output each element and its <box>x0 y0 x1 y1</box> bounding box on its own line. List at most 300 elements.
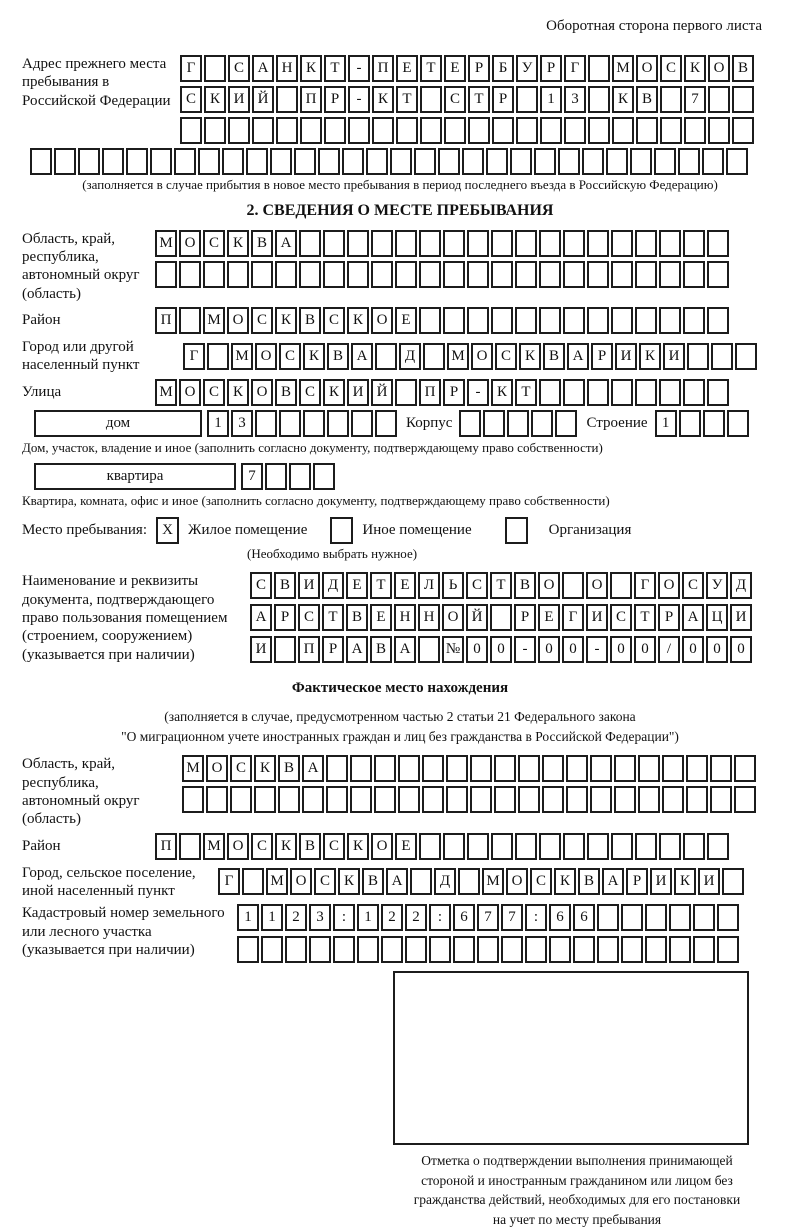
char-box[interactable] <box>468 117 490 144</box>
char-box[interactable] <box>558 148 580 175</box>
char-box[interactable] <box>734 755 756 782</box>
char-box[interactable] <box>707 307 729 334</box>
char-box[interactable] <box>204 117 226 144</box>
char-box[interactable] <box>659 307 681 334</box>
char-box[interactable] <box>597 904 619 931</box>
char-box[interactable]: К <box>684 55 706 82</box>
char-box[interactable]: Е <box>538 604 560 631</box>
char-box[interactable] <box>423 343 445 370</box>
char-box[interactable]: О <box>251 379 273 406</box>
char-box[interactable] <box>588 117 610 144</box>
char-box[interactable] <box>563 230 585 257</box>
char-box[interactable] <box>289 463 311 490</box>
char-box[interactable]: С <box>466 572 488 599</box>
char-box[interactable] <box>467 833 489 860</box>
char-box[interactable] <box>566 786 588 813</box>
char-box[interactable] <box>710 755 732 782</box>
char-box[interactable]: А <box>567 343 589 370</box>
char-box[interactable] <box>174 148 196 175</box>
char-box[interactable]: 1 <box>207 410 229 437</box>
char-box[interactable]: В <box>299 307 321 334</box>
char-box[interactable] <box>318 148 340 175</box>
char-box[interactable] <box>727 410 749 437</box>
char-box[interactable]: 0 <box>538 636 560 663</box>
char-box[interactable]: 1 <box>357 904 379 931</box>
stay-type-checkbox-inoe[interactable] <box>330 517 353 544</box>
char-box[interactable]: Р <box>514 604 536 631</box>
char-box[interactable] <box>510 148 532 175</box>
char-box[interactable]: С <box>314 868 336 895</box>
char-box[interactable]: О <box>506 868 528 895</box>
char-box[interactable]: О <box>206 755 228 782</box>
char-box[interactable] <box>357 936 379 963</box>
char-box[interactable]: В <box>274 572 296 599</box>
char-box[interactable]: Ь <box>442 572 464 599</box>
char-box[interactable] <box>446 755 468 782</box>
char-box[interactable] <box>722 868 744 895</box>
char-box[interactable] <box>366 148 388 175</box>
char-box[interactable]: Т <box>634 604 656 631</box>
char-box[interactable]: - <box>514 636 536 663</box>
char-box[interactable]: С <box>203 230 225 257</box>
char-box[interactable] <box>679 410 701 437</box>
char-box[interactable]: А <box>346 636 368 663</box>
char-box[interactable] <box>587 307 609 334</box>
char-box[interactable]: : <box>429 904 451 931</box>
char-box[interactable]: 1 <box>655 410 677 437</box>
char-box[interactable] <box>342 148 364 175</box>
char-box[interactable] <box>539 379 561 406</box>
char-box[interactable] <box>443 307 465 334</box>
char-box[interactable]: И <box>347 379 369 406</box>
char-box[interactable] <box>395 230 417 257</box>
char-box[interactable] <box>303 410 325 437</box>
char-box[interactable] <box>612 117 634 144</box>
char-box[interactable]: М <box>447 343 469 370</box>
char-box[interactable] <box>542 786 564 813</box>
char-box[interactable]: В <box>362 868 384 895</box>
char-box[interactable]: О <box>636 55 658 82</box>
char-box[interactable] <box>313 463 335 490</box>
char-box[interactable] <box>351 410 373 437</box>
char-box[interactable] <box>542 755 564 782</box>
char-box[interactable]: Г <box>183 343 205 370</box>
char-box[interactable]: В <box>514 572 536 599</box>
char-box[interactable]: О <box>227 833 249 860</box>
char-box[interactable] <box>483 410 505 437</box>
char-box[interactable]: О <box>442 604 464 631</box>
char-box[interactable]: С <box>279 343 301 370</box>
char-box[interactable]: К <box>554 868 576 895</box>
char-box[interactable] <box>179 833 201 860</box>
char-box[interactable] <box>326 755 348 782</box>
char-box[interactable] <box>333 936 355 963</box>
char-box[interactable] <box>326 786 348 813</box>
char-box[interactable] <box>398 755 420 782</box>
char-box[interactable] <box>438 148 460 175</box>
char-box[interactable] <box>347 261 369 288</box>
char-box[interactable]: Т <box>396 86 418 113</box>
char-box[interactable]: С <box>203 379 225 406</box>
char-box[interactable]: П <box>298 636 320 663</box>
char-box[interactable]: О <box>290 868 312 895</box>
char-box[interactable]: К <box>372 86 394 113</box>
char-box[interactable]: О <box>538 572 560 599</box>
char-box[interactable] <box>635 230 657 257</box>
char-box[interactable] <box>396 117 418 144</box>
char-box[interactable] <box>371 230 393 257</box>
char-box[interactable] <box>459 410 481 437</box>
char-box[interactable] <box>155 261 177 288</box>
char-box[interactable] <box>405 936 427 963</box>
char-box[interactable] <box>549 936 571 963</box>
char-box[interactable]: В <box>543 343 565 370</box>
char-box[interactable] <box>563 307 585 334</box>
char-box[interactable]: К <box>275 833 297 860</box>
char-box[interactable] <box>324 117 346 144</box>
char-box[interactable] <box>422 755 444 782</box>
char-box[interactable]: Г <box>180 55 202 82</box>
char-box[interactable]: Т <box>370 572 392 599</box>
char-box[interactable] <box>587 379 609 406</box>
char-box[interactable]: К <box>300 55 322 82</box>
char-box[interactable] <box>735 343 757 370</box>
char-box[interactable] <box>278 786 300 813</box>
char-box[interactable] <box>707 379 729 406</box>
char-box[interactable] <box>446 786 468 813</box>
char-box[interactable] <box>491 833 513 860</box>
char-box[interactable]: П <box>155 307 177 334</box>
char-box[interactable] <box>669 904 691 931</box>
char-box[interactable] <box>515 307 537 334</box>
char-box[interactable] <box>590 755 612 782</box>
char-box[interactable] <box>179 307 201 334</box>
char-box[interactable] <box>687 343 709 370</box>
char-box[interactable] <box>443 833 465 860</box>
char-box[interactable] <box>374 755 396 782</box>
char-box[interactable] <box>582 148 604 175</box>
char-box[interactable]: : <box>525 904 547 931</box>
char-box[interactable] <box>126 148 148 175</box>
char-box[interactable] <box>660 86 682 113</box>
char-box[interactable] <box>309 936 331 963</box>
char-box[interactable]: Е <box>395 833 417 860</box>
char-box[interactable]: О <box>179 230 201 257</box>
char-box[interactable]: С <box>298 604 320 631</box>
char-box[interactable]: С <box>299 379 321 406</box>
char-box[interactable]: Б <box>492 55 514 82</box>
char-box[interactable] <box>717 936 739 963</box>
char-box[interactable]: И <box>228 86 250 113</box>
char-box[interactable]: - <box>348 86 370 113</box>
char-box[interactable]: 6 <box>453 904 475 931</box>
char-box[interactable]: М <box>203 833 225 860</box>
char-box[interactable]: Е <box>370 604 392 631</box>
char-box[interactable] <box>564 117 586 144</box>
char-box[interactable] <box>462 148 484 175</box>
char-box[interactable] <box>516 86 538 113</box>
char-box[interactable] <box>540 117 562 144</box>
char-box[interactable]: К <box>227 379 249 406</box>
char-box[interactable] <box>717 904 739 931</box>
char-box[interactable] <box>372 117 394 144</box>
char-box[interactable] <box>30 148 52 175</box>
char-box[interactable] <box>222 148 244 175</box>
char-box[interactable]: Л <box>418 572 440 599</box>
char-box[interactable] <box>638 786 660 813</box>
char-box[interactable] <box>683 307 705 334</box>
char-box[interactable] <box>419 307 441 334</box>
char-box[interactable]: И <box>698 868 720 895</box>
char-box[interactable]: О <box>371 833 393 860</box>
char-box[interactable]: П <box>372 55 394 82</box>
char-box[interactable]: 2 <box>285 904 307 931</box>
char-box[interactable] <box>78 148 100 175</box>
char-box[interactable]: 0 <box>706 636 728 663</box>
char-box[interactable]: Р <box>591 343 613 370</box>
char-box[interactable] <box>621 936 643 963</box>
char-box[interactable]: Т <box>420 55 442 82</box>
char-box[interactable] <box>491 230 513 257</box>
char-box[interactable] <box>453 936 475 963</box>
char-box[interactable]: 1 <box>261 904 283 931</box>
char-box[interactable]: В <box>346 604 368 631</box>
char-box[interactable] <box>300 117 322 144</box>
char-box[interactable]: В <box>278 755 300 782</box>
char-box[interactable]: Р <box>540 55 562 82</box>
char-box[interactable]: И <box>650 868 672 895</box>
char-box[interactable] <box>645 936 667 963</box>
char-box[interactable] <box>636 117 658 144</box>
char-box[interactable]: Р <box>443 379 465 406</box>
char-box[interactable] <box>150 148 172 175</box>
char-box[interactable]: О <box>586 572 608 599</box>
char-box[interactable]: Р <box>322 636 344 663</box>
char-box[interactable]: С <box>610 604 632 631</box>
char-box[interactable]: Ц <box>706 604 728 631</box>
char-box[interactable] <box>555 410 577 437</box>
char-box[interactable] <box>294 148 316 175</box>
char-box[interactable] <box>390 148 412 175</box>
char-box[interactable]: В <box>636 86 658 113</box>
char-box[interactable] <box>182 786 204 813</box>
char-box[interactable]: С <box>251 833 273 860</box>
char-box[interactable]: 3 <box>231 410 253 437</box>
char-box[interactable]: А <box>351 343 373 370</box>
char-box[interactable] <box>539 261 561 288</box>
char-box[interactable] <box>275 261 297 288</box>
char-box[interactable] <box>251 261 273 288</box>
char-box[interactable]: Й <box>466 604 488 631</box>
char-box[interactable]: Г <box>564 55 586 82</box>
char-box[interactable] <box>374 786 396 813</box>
char-box[interactable]: М <box>482 868 504 895</box>
char-box[interactable]: Т <box>490 572 512 599</box>
char-box[interactable] <box>203 261 225 288</box>
char-box[interactable] <box>414 148 436 175</box>
char-box[interactable] <box>228 117 250 144</box>
char-box[interactable] <box>254 786 276 813</box>
char-box[interactable]: 7 <box>501 904 523 931</box>
char-box[interactable]: И <box>663 343 685 370</box>
char-box[interactable] <box>227 261 249 288</box>
char-box[interactable] <box>274 636 296 663</box>
char-box[interactable] <box>539 230 561 257</box>
char-box[interactable]: 1 <box>237 904 259 931</box>
char-box[interactable]: П <box>300 86 322 113</box>
char-box[interactable]: 7 <box>684 86 706 113</box>
char-box[interactable]: А <box>252 55 274 82</box>
char-box[interactable]: Р <box>658 604 680 631</box>
char-box[interactable]: 2 <box>405 904 427 931</box>
char-box[interactable]: О <box>708 55 730 82</box>
char-box[interactable] <box>686 786 708 813</box>
char-box[interactable] <box>490 604 512 631</box>
char-box[interactable] <box>444 117 466 144</box>
char-box[interactable]: У <box>516 55 538 82</box>
char-box[interactable] <box>261 936 283 963</box>
char-box[interactable] <box>734 786 756 813</box>
char-box[interactable] <box>486 148 508 175</box>
char-box[interactable] <box>422 786 444 813</box>
char-box[interactable]: Т <box>322 604 344 631</box>
char-box[interactable]: С <box>530 868 552 895</box>
char-box[interactable] <box>531 410 553 437</box>
char-box[interactable] <box>470 786 492 813</box>
char-box[interactable]: М <box>203 307 225 334</box>
apartment-type-box[interactable]: квартира <box>34 463 236 490</box>
char-box[interactable]: 3 <box>309 904 331 931</box>
char-box[interactable]: В <box>327 343 349 370</box>
char-box[interactable]: К <box>347 833 369 860</box>
char-box[interactable] <box>562 572 584 599</box>
char-box[interactable]: Г <box>562 604 584 631</box>
char-box[interactable] <box>467 230 489 257</box>
char-box[interactable]: И <box>586 604 608 631</box>
char-box[interactable]: О <box>658 572 680 599</box>
char-box[interactable] <box>659 833 681 860</box>
char-box[interactable] <box>732 117 754 144</box>
char-box[interactable]: К <box>204 86 226 113</box>
char-box[interactable] <box>350 755 372 782</box>
char-box[interactable]: Н <box>276 55 298 82</box>
char-box[interactable]: Д <box>399 343 421 370</box>
char-box[interactable]: О <box>179 379 201 406</box>
char-box[interactable]: М <box>266 868 288 895</box>
char-box[interactable]: № <box>442 636 464 663</box>
char-box[interactable]: 7 <box>477 904 499 931</box>
char-box[interactable]: В <box>275 379 297 406</box>
char-box[interactable] <box>375 410 397 437</box>
char-box[interactable] <box>207 343 229 370</box>
char-box[interactable]: К <box>275 307 297 334</box>
char-box[interactable]: 3 <box>564 86 586 113</box>
char-box[interactable] <box>534 148 556 175</box>
char-box[interactable] <box>348 117 370 144</box>
char-box[interactable] <box>477 936 499 963</box>
char-box[interactable]: И <box>298 572 320 599</box>
char-box[interactable] <box>418 636 440 663</box>
char-box[interactable]: 1 <box>540 86 562 113</box>
char-box[interactable] <box>265 463 287 490</box>
char-box[interactable] <box>683 230 705 257</box>
char-box[interactable] <box>611 379 633 406</box>
char-box[interactable] <box>494 786 516 813</box>
char-box[interactable]: / <box>658 636 680 663</box>
char-box[interactable]: А <box>250 604 272 631</box>
char-box[interactable] <box>375 343 397 370</box>
char-box[interactable] <box>638 755 660 782</box>
char-box[interactable] <box>206 786 228 813</box>
char-box[interactable] <box>347 230 369 257</box>
char-box[interactable] <box>276 117 298 144</box>
char-box[interactable]: В <box>299 833 321 860</box>
char-box[interactable] <box>539 307 561 334</box>
char-box[interactable]: Р <box>274 604 296 631</box>
char-box[interactable] <box>707 261 729 288</box>
char-box[interactable] <box>614 755 636 782</box>
char-box[interactable] <box>684 117 706 144</box>
char-box[interactable]: К <box>323 379 345 406</box>
char-box[interactable] <box>350 786 372 813</box>
char-box[interactable]: К <box>612 86 634 113</box>
char-box[interactable]: С <box>180 86 202 113</box>
char-box[interactable]: М <box>612 55 634 82</box>
char-box[interactable]: С <box>682 572 704 599</box>
char-box[interactable] <box>611 261 633 288</box>
char-box[interactable] <box>686 755 708 782</box>
char-box[interactable]: С <box>250 572 272 599</box>
char-box[interactable] <box>693 936 715 963</box>
char-box[interactable]: О <box>471 343 493 370</box>
char-box[interactable] <box>467 307 489 334</box>
char-box[interactable]: Т <box>324 55 346 82</box>
char-box[interactable] <box>285 936 307 963</box>
char-box[interactable] <box>635 261 657 288</box>
char-box[interactable]: К <box>491 379 513 406</box>
char-box[interactable] <box>703 410 725 437</box>
char-box[interactable]: 0 <box>466 636 488 663</box>
char-box[interactable] <box>371 261 393 288</box>
char-box[interactable] <box>659 230 681 257</box>
char-box[interactable]: С <box>230 755 252 782</box>
char-box[interactable] <box>516 117 538 144</box>
char-box[interactable] <box>395 379 417 406</box>
char-box[interactable] <box>395 261 417 288</box>
char-box[interactable] <box>246 148 268 175</box>
char-box[interactable] <box>662 755 684 782</box>
char-box[interactable] <box>539 833 561 860</box>
char-box[interactable] <box>507 410 529 437</box>
char-box[interactable] <box>443 261 465 288</box>
char-box[interactable]: У <box>706 572 728 599</box>
char-box[interactable]: А <box>682 604 704 631</box>
char-box[interactable] <box>711 343 733 370</box>
char-box[interactable] <box>270 148 292 175</box>
char-box[interactable]: С <box>251 307 273 334</box>
char-box[interactable] <box>492 117 514 144</box>
char-box[interactable]: 0 <box>634 636 656 663</box>
char-box[interactable] <box>467 261 489 288</box>
char-box[interactable] <box>419 230 441 257</box>
char-box[interactable] <box>494 755 516 782</box>
char-box[interactable] <box>614 786 636 813</box>
char-box[interactable]: К <box>639 343 661 370</box>
char-box[interactable]: И <box>730 604 752 631</box>
char-box[interactable]: В <box>370 636 392 663</box>
char-box[interactable]: К <box>338 868 360 895</box>
char-box[interactable]: К <box>303 343 325 370</box>
